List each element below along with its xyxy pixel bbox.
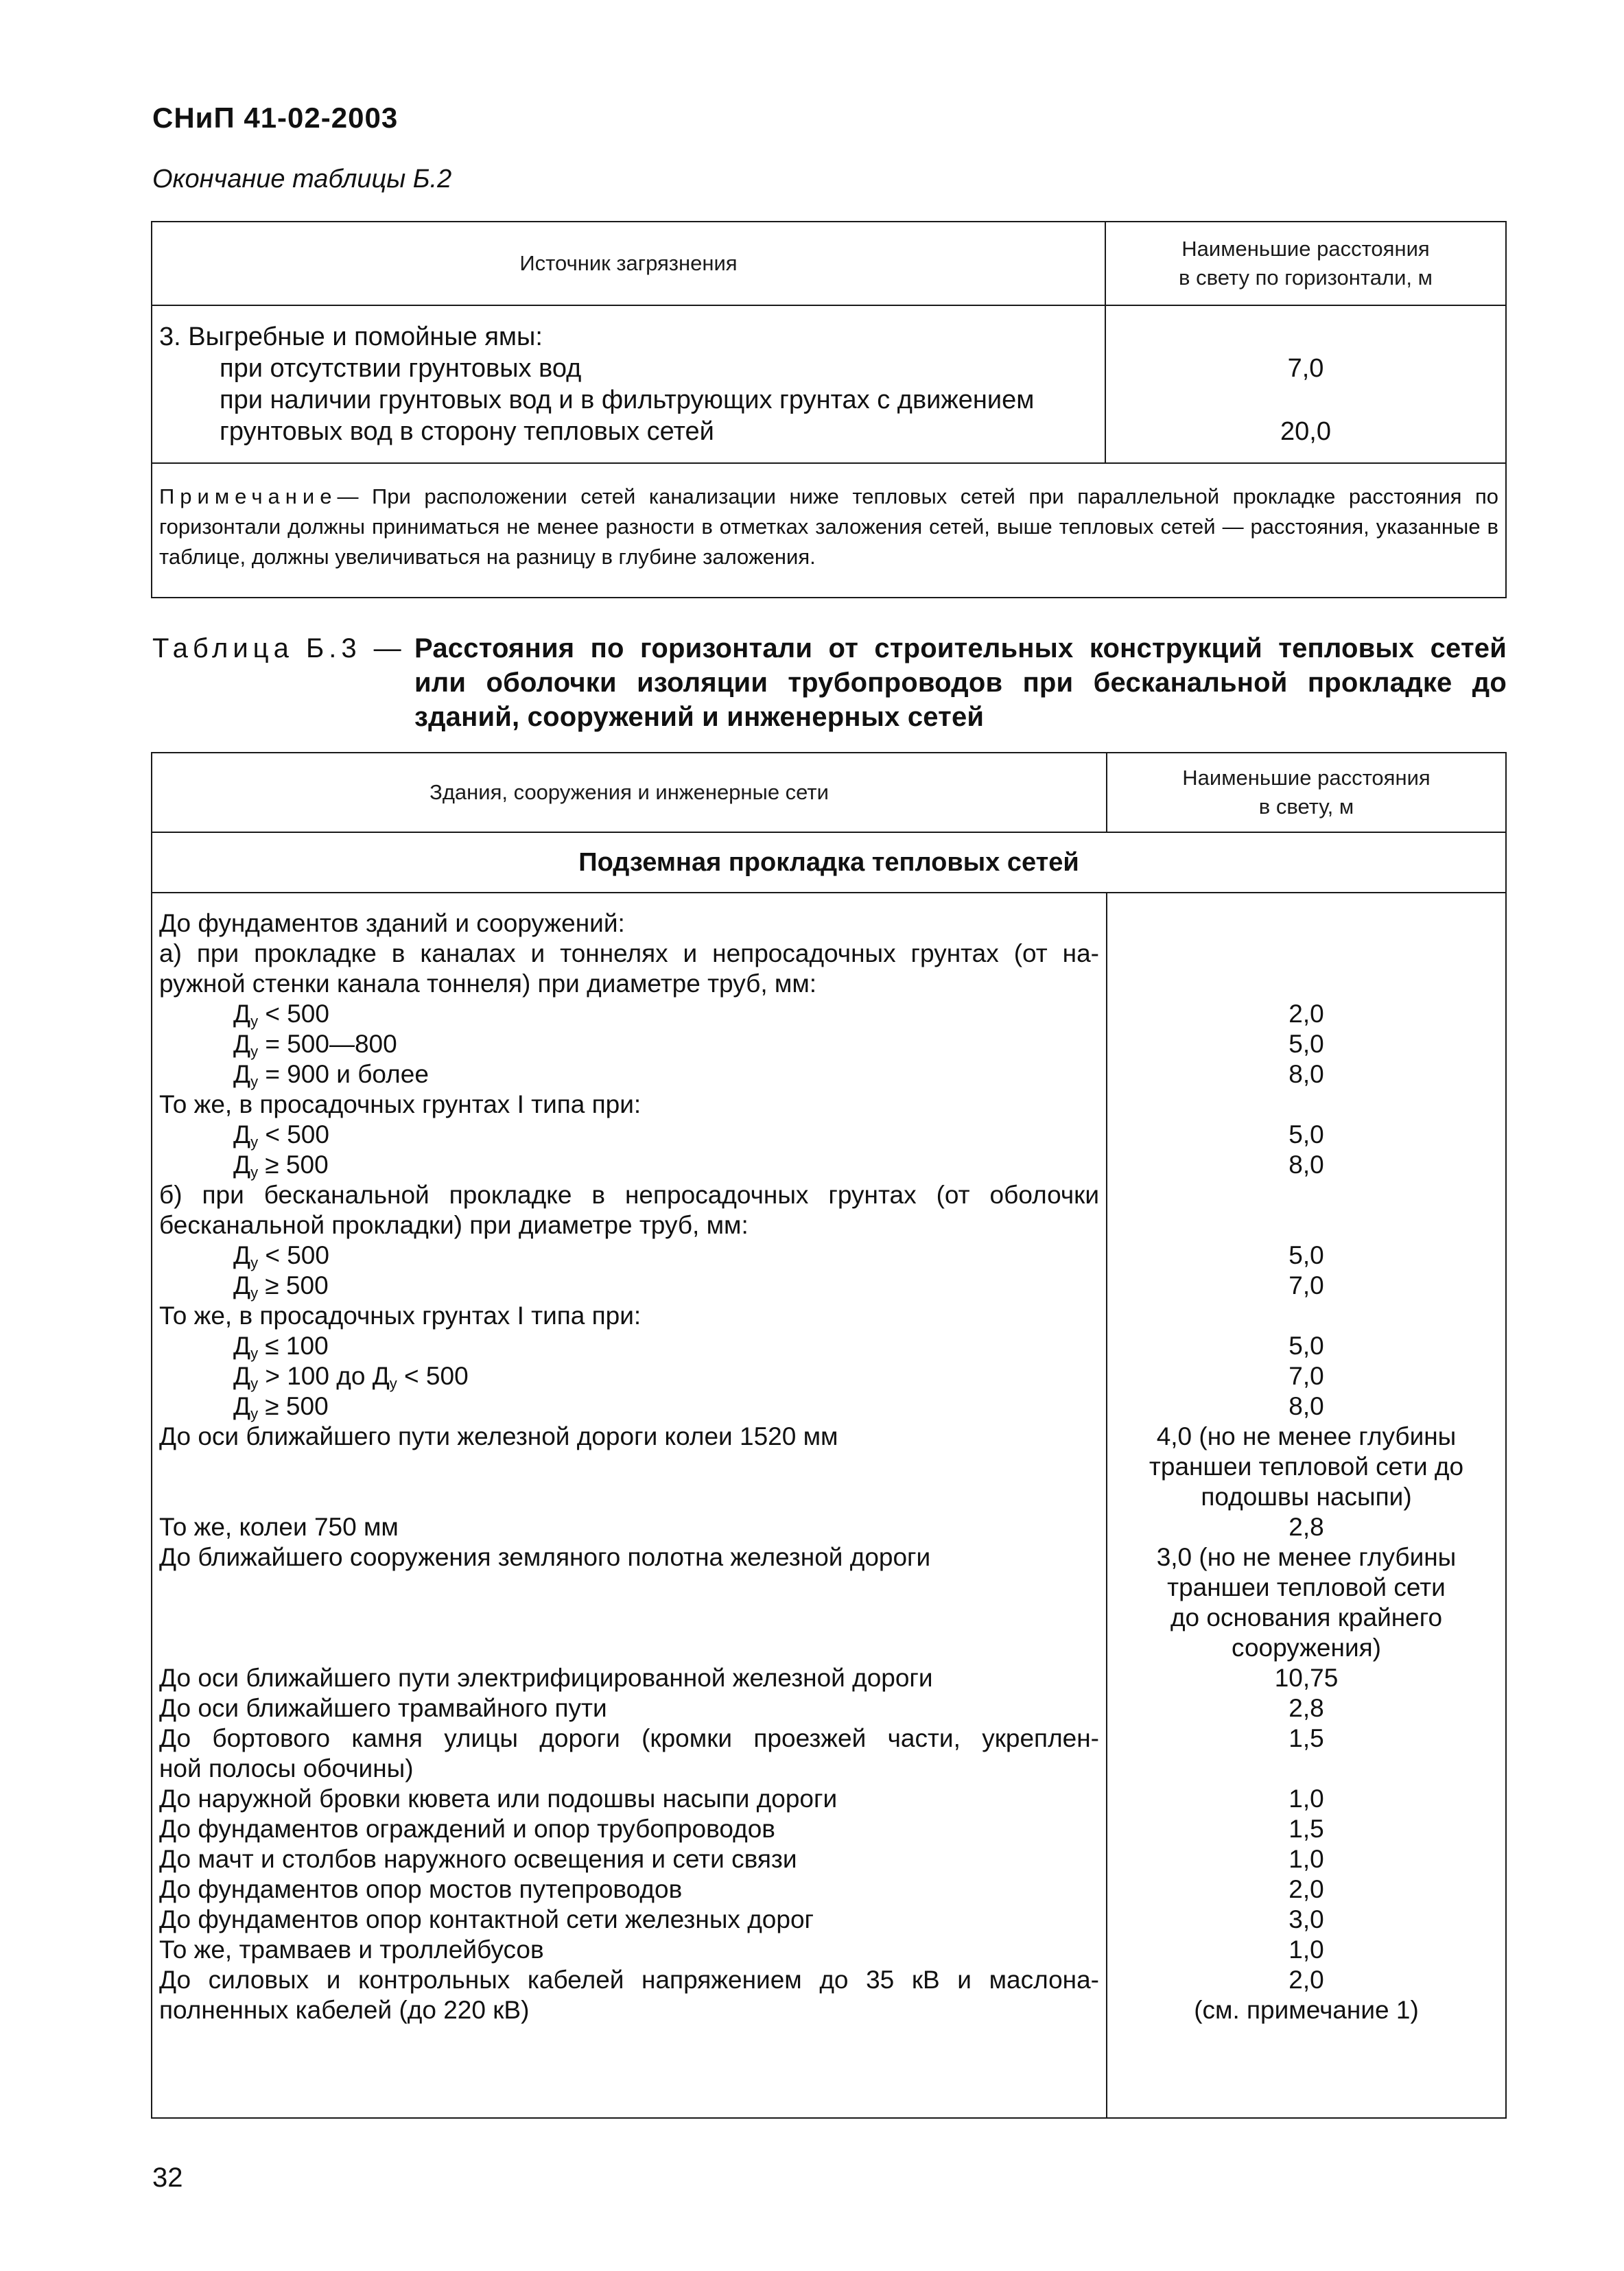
value: до основания крайнего	[1170, 1603, 1443, 1632]
value: 2,0	[1288, 1966, 1324, 1994]
value: 1,0	[1288, 1785, 1324, 1813]
diameter-condition: $Д_у < 500$	[233, 1000, 329, 1030]
value: 7,0	[1288, 1362, 1324, 1390]
table-b3	[151, 752, 1507, 2119]
value: 1,5	[1288, 1724, 1324, 1752]
note-row	[152, 463, 1506, 598]
value: траншеи тепловой сети	[1167, 1573, 1446, 1601]
column-header-objects: Здания, сооружения и инженерные сети	[152, 753, 1107, 832]
value: 3,0 (но не менее глубины	[1156, 1543, 1457, 1571]
diameter-condition: $Д_у < 500$	[233, 1120, 329, 1151]
value: 2,8	[1288, 1694, 1324, 1722]
value: 1,5	[1288, 1815, 1324, 1843]
value: 7,0	[1288, 1271, 1324, 1299]
value: 2,8	[1288, 1513, 1324, 1541]
value: 2,0	[1288, 1000, 1324, 1028]
column-header-source: Источник загрязнения	[152, 222, 1105, 305]
value: 5,0	[1288, 1332, 1324, 1360]
diameter-condition: $Д_у$ = 500—800	[233, 1030, 397, 1060]
note-label: Примечание	[159, 484, 338, 508]
document-code: СНиП 41-02-2003	[152, 102, 399, 134]
value: 8,0	[1288, 1392, 1324, 1420]
section-row	[152, 832, 1506, 893]
diameter-condition: $Д_у \ge 500$	[233, 1392, 329, 1422]
value: траншеи тепловой сети до	[1149, 1452, 1464, 1481]
value: (см. примечание 1)	[1194, 1996, 1419, 2024]
table-header-row	[152, 753, 1506, 832]
value: подошвы насыпи)	[1201, 1483, 1412, 1511]
value: 3,0	[1288, 1905, 1324, 1933]
table-label: Таблица Б.3 —	[152, 633, 406, 663]
diameter-condition: $Д_у \le 100$	[233, 1332, 329, 1362]
page-number: 32	[152, 2163, 183, 2193]
diameter-condition: $Д_у \ge 500$	[233, 1151, 329, 1181]
value: 20,0	[1280, 417, 1331, 446]
table-title: Расстояния по горизонтали от строительных конструкций тепловых сетей или оболочки изоляции трубопроводов при бесканальной прокладке до зданий, сооружений и инженерных сетей	[414, 633, 1507, 732]
source-cell: 3. Выгребные и помойные ямы: при отсутствии грунтовых вод при наличии грунтовых вод и в фильтрующих грунтах с движением грунтовых вод в сторону тепловых сетей	[152, 305, 1105, 463]
distance-cell	[1105, 305, 1506, 463]
value: 5,0	[1288, 1030, 1324, 1058]
note-text: — При расположении сетей канализации ниже тепловых сетей при параллельной прокладке расстояния по горизонтали должны приниматься не менее разности в отметках заложения сетей, выше тепловых сетей — расстояния, указанные в таблице, должны увеличиваться на разницу в глубине заложения.	[159, 484, 1498, 569]
diameter-condition: $Д_у < 500$	[233, 1241, 329, 1271]
column-header-distance: Наименьшие расстояния в свету по горизонтали, м	[1105, 222, 1506, 305]
value: 8,0	[1288, 1151, 1324, 1179]
diameter-condition: $Д_у \ge 500$	[233, 1271, 329, 1302]
table-row	[152, 893, 1506, 2118]
value: 2,0	[1288, 1875, 1324, 1903]
table-b2	[151, 221, 1507, 598]
diameter-condition: $Д_у > 100$ до $Д_у < 500$	[233, 1362, 469, 1392]
distance-cell	[1107, 893, 1506, 2118]
value: сооружения)	[1232, 1634, 1381, 1662]
diameter-condition: $Д_у = 900$ и более	[233, 1060, 429, 1090]
value: 4,0 (но не менее глубины	[1156, 1422, 1457, 1450]
value: 1,0	[1288, 1935, 1324, 1964]
table-row	[152, 305, 1506, 463]
value: 8,0	[1288, 1060, 1324, 1088]
objects-cell: До фундаментов зданий и сооружений: а) при прокладке в каналах и тоннелях и непросадочных грунтах (от на- ружной стенки канала тоннеля) при диаметре труб, мм: $Д_у < 500$ $Д_у$ = 500—800 $Д_у = 900$ и более То же, в просадочных грунтах I типа при: $Д_у < 500$ $Д_у \ge 500$ б) при бесканальной прокладке в непросадочных грунтах (от оболочки бесканальной прокладки) при диаметре труб, мм: $Д_у < 500$ $Д_у \ge 500$ То же, в просадочных грунтах I типа при: $Д_у \le 100$ $Д_у > 100$ до $Д_у < 500$ $Д_у \ge 500$ До оси ближайшего пути железной дороги колеи 1520 мм То же, колеи 750 мм До ближайшего сооружения земляного полотна железной дороги До оси ближайшего пути электрифицированной железной дороги До оси ближайшего трамвайного пути До бортового камня улицы дороги (кромки проезжей части, укреплен- ной полосы обочины) До наружной бровки кювета или подошвы насыпи дороги До фундаментов ограждений и опор трубопроводов До мачт и столбов наружного освещения и сети связи До фундаментов опор мостов путепроводов До фундаментов опор контактной сети железных дорог То же, трамваев и троллейбусов До силовых и контрольных кабелей напряжением до 35 кВ и маслона- полненных кабелей (до 220 кВ)	[152, 893, 1107, 2118]
value: 1,0	[1288, 1845, 1324, 1873]
table-header-row	[152, 222, 1506, 305]
value: 5,0	[1288, 1241, 1324, 1269]
table-continuation-caption: Окончание таблицы Б.2	[152, 165, 452, 193]
value: 5,0	[1288, 1120, 1324, 1149]
section-title: Подземная прокладка тепловых сетей	[152, 832, 1506, 893]
table-note	[152, 463, 1506, 598]
value: 7,0	[1287, 354, 1324, 383]
value: 10,75	[1274, 1664, 1339, 1692]
column-header-distance: Наименьшие расстояния в свету, м	[1107, 753, 1506, 832]
